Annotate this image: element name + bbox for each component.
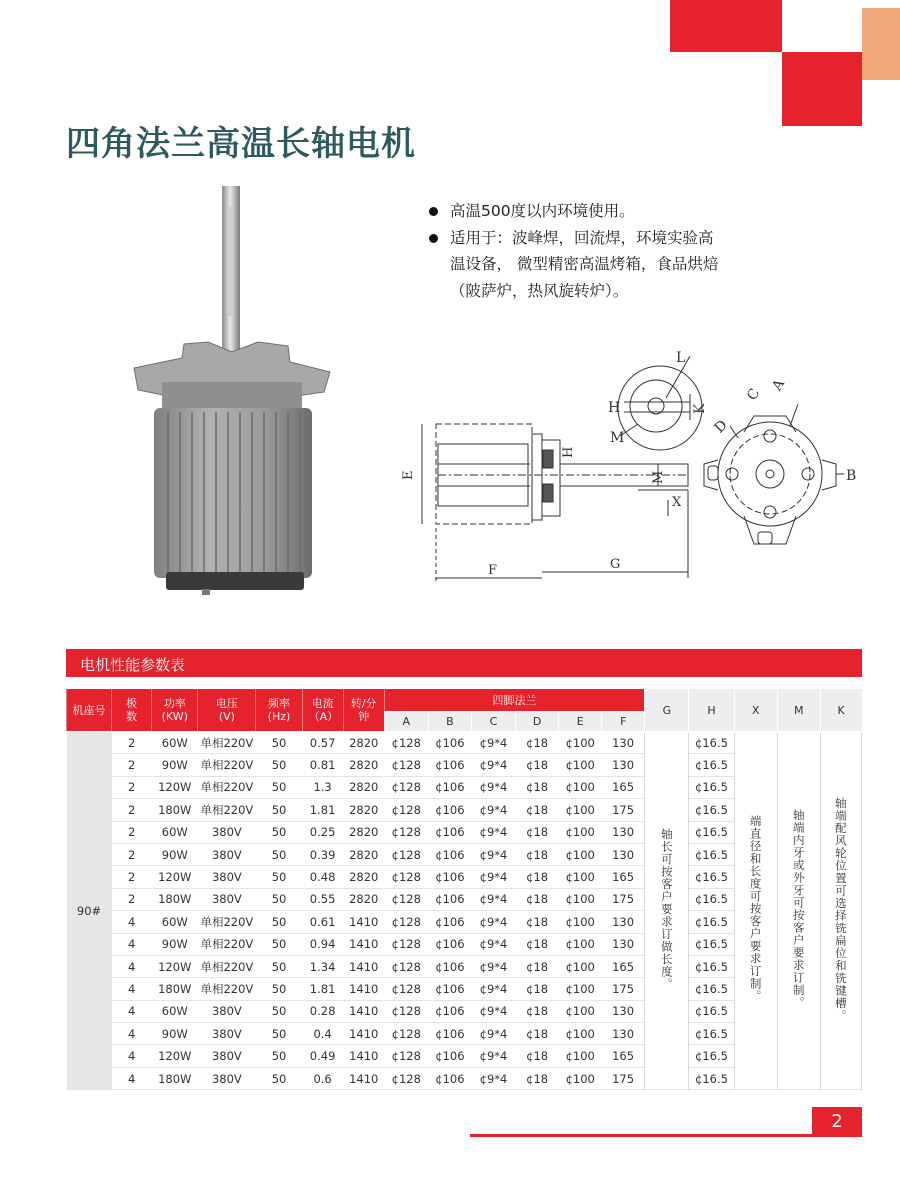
cell-b: ¢106 (428, 732, 471, 754)
cell-current: 0.25 (302, 821, 343, 843)
cell-b: ¢106 (428, 1000, 471, 1022)
note-m (777, 732, 820, 1090)
page-title: 四角法兰高温长轴电机 (66, 124, 416, 164)
header-col-d: D (516, 712, 559, 732)
cell-speed: 2820 (343, 776, 384, 798)
cell-speed: 2820 (343, 843, 384, 865)
dim-label-h-side: H (561, 446, 576, 458)
dim-label-e: E (401, 470, 416, 480)
cell-f: 130 (602, 911, 645, 933)
cell-freq: 50 (256, 1045, 302, 1067)
cell-b: ¢106 (428, 799, 471, 821)
cell-b: ¢106 (428, 754, 471, 776)
cell-c: ¢9*4 (471, 866, 515, 888)
cell-freq: 50 (256, 732, 302, 754)
cell-h: ¢16.5 (689, 1045, 734, 1067)
cell-h: ¢16.5 (689, 1000, 734, 1022)
cell-e: ¢100 (559, 933, 602, 955)
section-header (66, 649, 862, 677)
feature-item: 适用于：波峰焊，回流焊，环境实验高温设备， 微型精密高温烤箱，食品烘焙（陂萨炉，热风旋转炉）。 (428, 225, 728, 305)
cell-poles: 4 (112, 955, 152, 977)
cell-a: ¢128 (384, 776, 428, 798)
cell-d: ¢18 (516, 866, 559, 888)
cell-current: 1.3 (302, 776, 343, 798)
cell-speed: 2820 (343, 821, 384, 843)
cell-d: ¢18 (516, 955, 559, 977)
cell-speed: 1410 (343, 1067, 384, 1089)
cell-e: ¢100 (559, 866, 602, 888)
cell-poles: 2 (112, 821, 152, 843)
cell-e: ¢100 (559, 1067, 602, 1089)
cell-c: ¢9*4 (471, 933, 515, 955)
cell-a: ¢128 (384, 821, 428, 843)
cell-current: 0.28 (302, 1000, 343, 1022)
cell-freq: 50 (256, 1023, 302, 1045)
cell-current: 0.49 (302, 1045, 343, 1067)
cell-speed: 2820 (343, 866, 384, 888)
cell-h: ¢16.5 (689, 978, 734, 1000)
cell-speed: 1410 (343, 978, 384, 1000)
cell-current: 1.81 (302, 978, 343, 1000)
cell-speed: 2820 (343, 799, 384, 821)
cell-f: 165 (602, 955, 645, 977)
corner-block-red-top (670, 0, 782, 52)
cell-b: ¢106 (428, 1023, 471, 1045)
cell-a: ¢128 (384, 978, 428, 1000)
header-poles: 极数 (112, 689, 152, 732)
cell-d: ¢18 (516, 933, 559, 955)
cell-voltage: 380V (198, 866, 256, 888)
cell-b: ¢106 (428, 1067, 471, 1089)
cell-h: ¢16.5 (689, 754, 734, 776)
cell-poles: 2 (112, 754, 152, 776)
cell-h: ¢16.5 (689, 799, 734, 821)
cell-f: 165 (602, 1045, 645, 1067)
cell-d: ¢18 (516, 1067, 559, 1089)
cell-c: ¢9*4 (471, 1000, 515, 1022)
header-col-h: H (689, 689, 734, 732)
header-speed: 转/分钟 (343, 689, 384, 732)
cell-e: ¢100 (559, 754, 602, 776)
cell-power: 120W (152, 955, 198, 977)
cell-current: 0.4 (302, 1023, 343, 1045)
cell-speed: 1410 (343, 955, 384, 977)
cell-poles: 2 (112, 888, 152, 910)
cell-freq: 50 (256, 866, 302, 888)
section-title: 电机性能参数表 (80, 656, 186, 674)
cell-e: ¢100 (559, 1000, 602, 1022)
cell-c: ¢9*4 (471, 799, 515, 821)
cell-freq: 50 (256, 888, 302, 910)
motor-base-ring (166, 572, 304, 590)
note-k (820, 732, 861, 1090)
dim-label-d: D (711, 417, 731, 437)
cell-voltage: 380V (198, 821, 256, 843)
corner-block-peach (862, 8, 900, 80)
technical-drawing (398, 340, 860, 590)
cell-freq: 50 (256, 754, 302, 776)
dim-label-h: H (608, 400, 621, 416)
cell-c: ¢9*4 (471, 1023, 515, 1045)
cell-freq: 50 (256, 776, 302, 798)
cell-power: 180W (152, 1067, 198, 1089)
cell-h: ¢16.5 (689, 933, 734, 955)
cell-current: 0.94 (302, 933, 343, 955)
header-col-e: E (559, 712, 602, 732)
cell-d: ¢18 (516, 888, 559, 910)
cell-f: 165 (602, 776, 645, 798)
footer-rule (470, 1134, 862, 1137)
cell-b: ¢106 (428, 1045, 471, 1067)
cell-b: ¢106 (428, 821, 471, 843)
cell-freq: 50 (256, 799, 302, 821)
cell-h: ¢16.5 (689, 821, 734, 843)
cell-a: ¢128 (384, 1067, 428, 1089)
header-col-b: B (428, 712, 471, 732)
cell-power: 120W (152, 1045, 198, 1067)
cell-poles: 2 (112, 799, 152, 821)
cell-voltage: 单相220V (198, 933, 256, 955)
cell-speed: 1410 (343, 1045, 384, 1067)
cell-e: ¢100 (559, 1023, 602, 1045)
note-k-text: 轴端配风轮位置可选择铣扁位和铣键槽。 (833, 796, 848, 1022)
cell-a: ¢128 (384, 911, 428, 933)
cell-f: 130 (602, 933, 645, 955)
cell-power: 60W (152, 732, 198, 754)
cell-d: ¢18 (516, 1023, 559, 1045)
cell-f: 175 (602, 799, 645, 821)
cell-poles: 4 (112, 911, 152, 933)
cell-power: 90W (152, 754, 198, 776)
cell-current: 0.61 (302, 911, 343, 933)
cell-freq: 50 (256, 955, 302, 977)
dim-label-c: C (744, 385, 764, 404)
cell-c: ¢9*4 (471, 1045, 515, 1067)
cell-h: ¢16.5 (689, 1023, 734, 1045)
cell-h: ¢16.5 (689, 843, 734, 865)
cell-poles: 4 (112, 1023, 152, 1045)
cell-f: 175 (602, 978, 645, 1000)
cell-c: ¢9*4 (471, 1067, 515, 1089)
cell-speed: 1410 (343, 933, 384, 955)
cell-poles: 2 (112, 732, 152, 754)
cell-a: ¢128 (384, 732, 428, 754)
header-col-x: X (734, 689, 777, 732)
cell-a: ¢128 (384, 866, 428, 888)
dim-label-x: X (672, 495, 682, 510)
cell-speed: 2820 (343, 732, 384, 754)
cell-voltage: 单相220V (198, 978, 256, 1000)
cell-power: 90W (152, 1023, 198, 1045)
cell-d: ¢18 (516, 1045, 559, 1067)
page-number: 2 (812, 1107, 862, 1137)
cell-poles: 2 (112, 776, 152, 798)
cell-d: ¢18 (516, 799, 559, 821)
cell-poles: 2 (112, 866, 152, 888)
cell-c: ¢9*4 (471, 843, 515, 865)
cell-f: 130 (602, 821, 645, 843)
note-m-text: 轴端内牙或外牙可按客户要求订制。 (791, 809, 806, 1010)
cell-e: ¢100 (559, 911, 602, 933)
cell-b: ¢106 (428, 776, 471, 798)
cell-speed: 1410 (343, 911, 384, 933)
cell-f: 175 (602, 888, 645, 910)
header-current: 电流（A） (302, 689, 343, 732)
cell-h: ¢16.5 (689, 911, 734, 933)
cell-power: 60W (152, 1000, 198, 1022)
cell-c: ¢9*4 (471, 888, 515, 910)
dim-label-f: F (488, 563, 498, 578)
feature-item: 高温500度以内环境使用。 (428, 198, 728, 225)
note-g-text: 轴长可按客户要求订做长度。 (659, 827, 674, 991)
cell-freq: 50 (256, 933, 302, 955)
spec-table (66, 689, 862, 1090)
cell-speed: 1410 (343, 1000, 384, 1022)
cell-poles: 4 (112, 1045, 152, 1067)
cell-a: ¢128 (384, 955, 428, 977)
cell-d: ¢18 (516, 1000, 559, 1022)
cell-f: 130 (602, 1023, 645, 1045)
cell-b: ¢106 (428, 866, 471, 888)
cell-c: ¢9*4 (471, 911, 515, 933)
cell-h: ¢16.5 (689, 1067, 734, 1089)
cell-freq: 50 (256, 821, 302, 843)
cell-b: ¢106 (428, 955, 471, 977)
cell-b: ¢106 (428, 843, 471, 865)
cell-d: ¢18 (516, 754, 559, 776)
cell-power: 90W (152, 933, 198, 955)
cell-voltage: 单相220V (198, 776, 256, 798)
cell-poles: 4 (112, 1067, 152, 1089)
cell-f: 165 (602, 866, 645, 888)
note-x (734, 732, 777, 1090)
cell-current: 0.57 (302, 732, 343, 754)
cell-f: 130 (602, 754, 645, 776)
cell-voltage: 单相220V (198, 955, 256, 977)
corner-block-red-mid (782, 52, 862, 126)
cell-d: ¢18 (516, 776, 559, 798)
cell-a: ¢128 (384, 754, 428, 776)
cell-voltage: 单相220V (198, 754, 256, 776)
table-row (67, 732, 862, 754)
header-col-g: G (645, 689, 689, 732)
cell-freq: 50 (256, 1000, 302, 1022)
cell-h: ¢16.5 (689, 776, 734, 798)
cell-e: ¢100 (559, 955, 602, 977)
cell-f: 130 (602, 732, 645, 754)
header-power: 功率(KW) (152, 689, 198, 732)
cell-d: ¢18 (516, 911, 559, 933)
cell-voltage: 380V (198, 1023, 256, 1045)
cell-voltage: 单相220V (198, 911, 256, 933)
cell-power: 120W (152, 866, 198, 888)
header-frequency: 频率(Hz) (256, 689, 302, 732)
cell-current: 0.81 (302, 754, 343, 776)
cell-e: ¢100 (559, 1045, 602, 1067)
header-col-m: M (777, 689, 820, 732)
cell-freq: 50 (256, 978, 302, 1000)
cell-voltage: 380V (198, 888, 256, 910)
cell-power: 60W (152, 911, 198, 933)
cell-speed: 1410 (343, 1023, 384, 1045)
cell-voltage: 单相220V (198, 732, 256, 754)
cell-a: ¢128 (384, 1045, 428, 1067)
cell-a: ¢128 (384, 933, 428, 955)
cell-e: ¢100 (559, 732, 602, 754)
header-flange: 四脚法兰 (384, 689, 645, 712)
cell-f: 130 (602, 843, 645, 865)
cell-h: ¢16.5 (689, 955, 734, 977)
cell-a: ¢128 (384, 843, 428, 865)
cell-power: 60W (152, 821, 198, 843)
cell-freq: 50 (256, 1067, 302, 1089)
cell-poles: 2 (112, 843, 152, 865)
cell-f: 175 (602, 1067, 645, 1089)
cell-c: ¢9*4 (471, 732, 515, 754)
header-col-c: C (471, 712, 515, 732)
cell-e: ¢100 (559, 888, 602, 910)
cell-a: ¢128 (384, 1000, 428, 1022)
feature-list (428, 198, 728, 304)
motor-illustration (128, 186, 338, 606)
cell-a: ¢128 (384, 888, 428, 910)
cell-b: ¢106 (428, 978, 471, 1000)
header-col-a: A (384, 712, 428, 732)
dim-label-m: M (610, 430, 625, 446)
dim-label-g: G (610, 557, 621, 572)
cell-current: 1.81 (302, 799, 343, 821)
cell-voltage: 单相220V (198, 799, 256, 821)
cell-voltage: 380V (198, 1000, 256, 1022)
cell-c: ¢9*4 (471, 776, 515, 798)
cell-speed: 2820 (343, 888, 384, 910)
cell-b: ¢106 (428, 888, 471, 910)
cell-speed: 2820 (343, 754, 384, 776)
cell-power: 180W (152, 888, 198, 910)
cell-current: 0.48 (302, 866, 343, 888)
cell-a: ¢128 (384, 1023, 428, 1045)
cell-voltage: 380V (198, 1067, 256, 1089)
cell-c: ¢9*4 (471, 754, 515, 776)
dim-label-l: L (676, 350, 686, 366)
cell-h: ¢16.5 (689, 866, 734, 888)
cell-h: ¢16.5 (689, 732, 734, 754)
cell-c: ¢9*4 (471, 978, 515, 1000)
cell-c: ¢9*4 (471, 821, 515, 843)
cell-freq: 50 (256, 911, 302, 933)
cell-poles: 4 (112, 978, 152, 1000)
cell-current: 0.6 (302, 1067, 343, 1089)
cell-current: 0.39 (302, 843, 343, 865)
cell-power: 180W (152, 978, 198, 1000)
cell-d: ¢18 (516, 843, 559, 865)
dim-label-b: B (846, 468, 857, 484)
header-col-f: F (602, 712, 645, 732)
cell-current: 0.55 (302, 888, 343, 910)
dim-label-m-side: M (651, 470, 666, 484)
cell-b: ¢106 (428, 933, 471, 955)
cell-d: ¢18 (516, 821, 559, 843)
cell-power: 120W (152, 776, 198, 798)
note-g (645, 732, 689, 1090)
cell-b: ¢106 (428, 911, 471, 933)
cell-poles: 4 (112, 933, 152, 955)
cell-e: ¢100 (559, 821, 602, 843)
cell-d: ¢18 (516, 978, 559, 1000)
header-voltage: 电压(V) (198, 689, 256, 732)
cell-poles: 4 (112, 1000, 152, 1022)
cell-freq: 50 (256, 843, 302, 865)
cell-e: ¢100 (559, 843, 602, 865)
cell-a: ¢128 (384, 799, 428, 821)
cell-voltage: 380V (198, 843, 256, 865)
header-base: 机座号 (67, 689, 112, 732)
cell-current: 1.34 (302, 955, 343, 977)
cell-voltage: 380V (198, 1045, 256, 1067)
cell-e: ¢100 (559, 978, 602, 1000)
cell-e: ¢100 (559, 799, 602, 821)
cell-f: 130 (602, 1000, 645, 1022)
cell-h: ¢16.5 (689, 888, 734, 910)
cell-power: 90W (152, 843, 198, 865)
dim-label-a: A (769, 376, 788, 394)
cell-c: ¢9*4 (471, 955, 515, 977)
dim-label-k: K (692, 403, 708, 414)
cell-d: ¢18 (516, 732, 559, 754)
note-x-text: 端直径和长度可按客户要求订制。 (748, 815, 763, 1003)
cell-e: ¢100 (559, 776, 602, 798)
cell-power: 180W (152, 799, 198, 821)
base-cell: 90# (67, 732, 112, 1090)
header-col-k: K (820, 689, 861, 732)
